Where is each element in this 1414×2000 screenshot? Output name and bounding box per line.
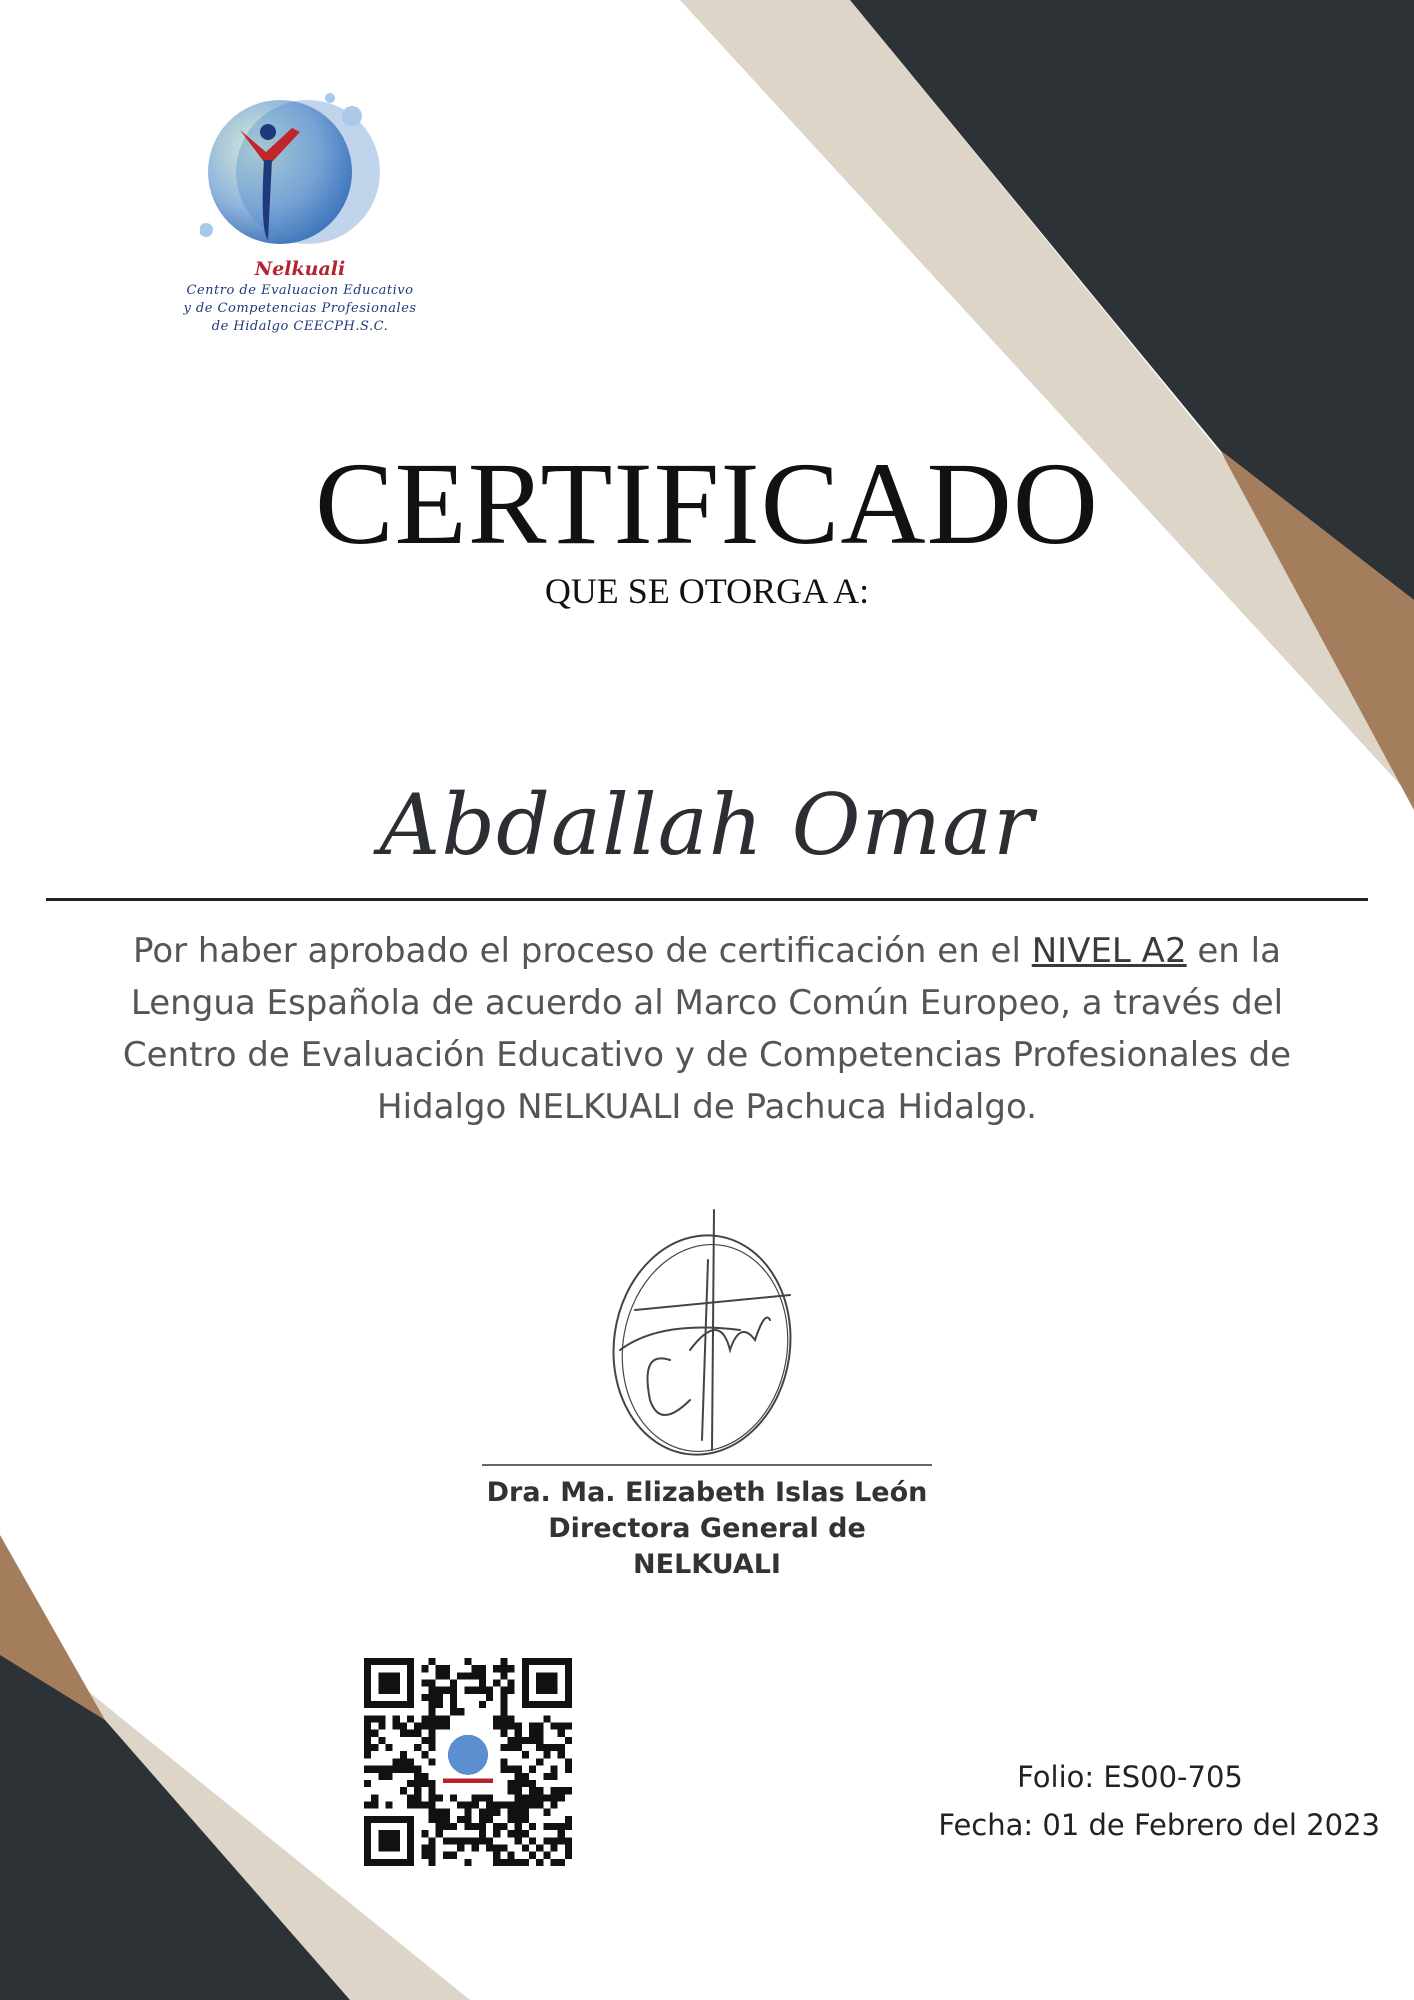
logo-subtitle-line: de Hidalgo CEECPH.S.C.: [211, 319, 389, 334]
certificate-subtitle: QUE SE OTORGA A:: [544, 571, 870, 611]
certification-level: NIVEL A2: [1031, 931, 1187, 971]
folio-number: Folio: ES00-705: [1017, 1760, 1243, 1794]
signature-line: [482, 1464, 932, 1466]
signer-organization: NELKUALI: [633, 1549, 781, 1580]
issue-date: Fecha: 01 de Febrero del 2023: [938, 1808, 1380, 1842]
logo-subtitle-line: Centro de Evaluacion Educativo: [186, 283, 414, 298]
body-text-start: Por haber aprobado el proceso de certificación en el: [133, 931, 1032, 971]
logo-subtitle: [140, 282, 460, 336]
recipient-name: Abdallah Omar: [379, 776, 1035, 874]
signer-block: [420, 1475, 994, 1583]
body-text-end: en la Lengua Española de acuerdo al Marco Común Europeo, a través del Centro de Evaluación Educativo y de Competencias Profesionales de Hidalgo NELKUALI de Pachuca Hidalgo.: [122, 931, 1292, 1127]
signer-role: Directora General de: [548, 1513, 866, 1544]
signer-name: Dra. Ma. Elizabeth Islas León: [486, 1477, 928, 1508]
name-underline: [46, 898, 1368, 901]
certificate-body: [90, 925, 1324, 1133]
organization-logo: [140, 90, 460, 340]
logo-subtitle-line: y de Competencias Profesionales: [183, 301, 417, 316]
logo-graphic: [200, 90, 400, 260]
logo-name: Nelkuali: [254, 258, 346, 280]
certificate-title: CERTIFICADO: [314, 438, 1100, 569]
handwritten-signature: [590, 1200, 810, 1470]
corner-dark-bottom-left: [0, 1655, 350, 2000]
qr-code: [364, 1658, 572, 1866]
